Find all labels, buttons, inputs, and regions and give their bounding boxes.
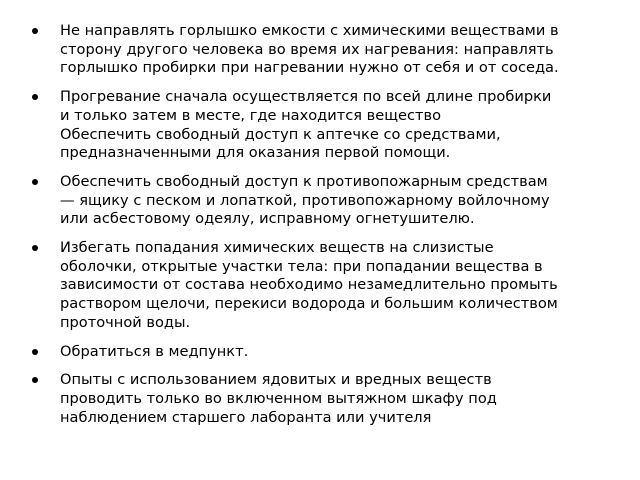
item-text-line: Избегать попадания химических веществ на слизистые [60, 239, 494, 257]
item-text-line: Обеспечить свободный доступ к аптечке со средствами, [60, 125, 501, 143]
item-text-line: или асбестовому одеялу, исправному огнетушителю. [60, 210, 475, 228]
list-item [0, 343, 640, 362]
item-text-line: Прогревание сначала осуществляется по всей длине пробирки [60, 88, 552, 106]
item-text-line: Не направлять горлышко емкости с химическими веществами в [60, 22, 559, 39]
item-text-line: и только затем в месте, где находится вещество [60, 106, 442, 124]
list-item [0, 88, 640, 163]
item-text-line: — ящику с песком и лопаткой, противопожарному войлочному [60, 191, 550, 209]
item-text-line: горлышко пробирки при нагревании нужно от себя и от соседа. [60, 59, 559, 77]
list-item [0, 239, 640, 333]
item-text-line: проточной воды. [60, 313, 191, 331]
item-text-line: раствором щелочи, перекиси водорода и большим количеством [60, 295, 558, 313]
bullet-icon [32, 349, 38, 355]
item-text-line: наблюдением старшего лаборанта или учителя [60, 408, 432, 426]
item-text-line: зависимости от состава необходимо незамедлительно промыть [60, 276, 558, 294]
safety-rules-list [0, 22, 640, 437]
bullet-icon [32, 28, 38, 34]
item-text-line: Опыты с использованием ядовитых и вредных веществ [60, 371, 492, 389]
item-text-line: проводить только во включенном вытяжном шкафу под [60, 389, 497, 407]
list-item [0, 22, 640, 78]
item-text-line: оболочки, открытые участки тела: при попадании вещества в [60, 257, 543, 275]
item-text-line: Обеспечить свободный доступ к противопожарным средствам [60, 172, 548, 190]
bullet-icon [32, 377, 38, 383]
bullet-icon [32, 179, 38, 185]
list-item [0, 371, 640, 427]
list-item [0, 173, 640, 229]
item-text-line: предназначенными для оказания первой помощи. [60, 144, 451, 162]
item-text-line: сторону другого человека во время их нагревания: направлять [60, 40, 554, 58]
bullet-icon [32, 245, 38, 251]
bullet-icon [32, 94, 38, 100]
item-text-line: Обратиться в медпункт. [60, 342, 249, 360]
